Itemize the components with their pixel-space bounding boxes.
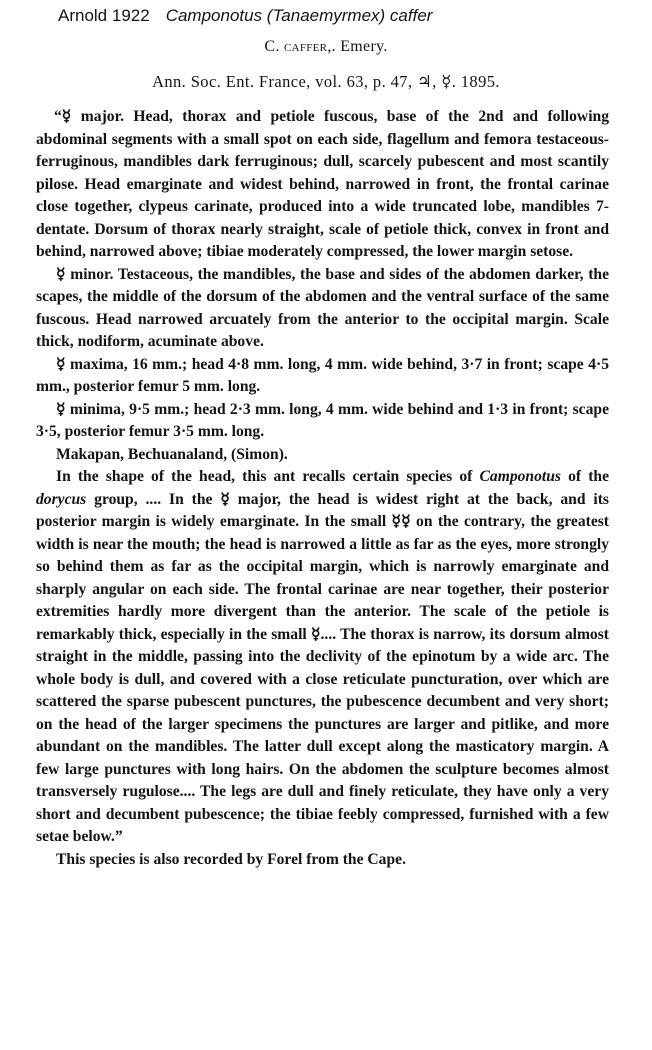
paragraph-maxima: ☿ maxima, 16 mm.; head 4·8 mm. long, 4 mm. wide behind, 3·7 in front; scape 4·5 mm., posterior femur 5 mm. long. xyxy=(36,355,609,395)
paragraph-minima: ☿ minima, 9·5 mm.; head 2·3 mm. long, 4 mm. wide behind and 1·3 in front; scape 3·5, posterior femur 3·5 mm. long. xyxy=(36,400,609,440)
citation-line: Ann. Soc. Ent. France, vol. 63, p. 47, ♃, ☿. 1895. xyxy=(152,72,500,91)
page-header xyxy=(58,6,432,26)
discussion-part-b: of the xyxy=(560,468,609,485)
paragraph-major: “☿ major. Head, thorax and petiole fuscous, base of the 2nd and following abdominal segments with a small spot on each side, flagellum and femora testaceous-ferruginous, mandibles dark ferruginous; dull, scarcely pubescent and most scantily pilose. Head emarginate and widest behind, narrowed in front, the frontal carinae close together, clypeus carinate, produced into a wide truncated lobe, mandibles 7-dentate. Dorsum of thorax nearly straight, scale of petiole thick, convex in front and behind, narrowed above; tibiae moderately compressed, the lower margin setose. xyxy=(36,108,609,260)
species-separator: ,. xyxy=(327,38,336,55)
species-heading xyxy=(0,38,652,56)
author-year: Arnold 1922 xyxy=(58,6,150,25)
species-authority: Emery. xyxy=(340,38,388,55)
species-name: caffer xyxy=(283,39,328,55)
genus-initial: C. xyxy=(264,38,280,55)
discussion-part-a: In the shape of the head, this ant recalls certain species of xyxy=(56,468,480,485)
paragraph-minor: ☿ minor. Testaceous, the mandibles, the base and sides of the abdomen darker, the scapes, the middle of the dorsum of the abdomen and the ventral surface of the same fuscous. Head narrowed arcuately from the anterior to the occipital margin. Scale thick, nodiform, acuminate above. xyxy=(36,265,609,350)
genus-italic: Camponotus xyxy=(479,468,561,485)
paragraph-locality: Makapan, Bechuanaland, (Simon). xyxy=(56,445,288,463)
taxon-name: Camponotus (Tanaemyrmex) caffer xyxy=(165,6,433,25)
paragraph-forel: This species is also recorded by Forel from the Cape. xyxy=(56,850,406,868)
paragraph-discussion xyxy=(36,466,609,849)
description-body xyxy=(36,106,609,871)
discussion-part-c: group, .... In the ☿ major, the head is widest right at the back, and its posterior margin is widely emarginate. In the small ☿☿ on the contrary, the greatest width is near the mouth; the head is narrowed a little as far as the eyes, more strongly so behind them as far as the occipital margin, which is narrowly emarginate and sharply angular on each side. The frontal carinae are near together, their posterior extremities hardly more divergent than the anterior. The scale of the petiole is remarkably thick, especially in the small ☿.... The thorax is narrow, its dorsum almost straight in the middle, passing into the declivity of the epinotum by a wide arc. The whole body is dull, and covered with a close reticulate puncturation, over which are scattered the sparse pubescent punctures, the pubescence decumbent and very short; on the head of the larger specimens the punctures are larger and pitlike, and more abundant on the mandibles. The latter dull except along the masticatory margin. A few large punctures with long hairs. On the abdomen the sculpture becomes almost transversely rugulose.... The legs are dull and finely reticulate, they have only a very short and decumbent pubescence; the tibiae feebly compressed, furnished with a few setae below.” xyxy=(36,490,609,845)
group-italic: dorycus xyxy=(36,490,87,508)
